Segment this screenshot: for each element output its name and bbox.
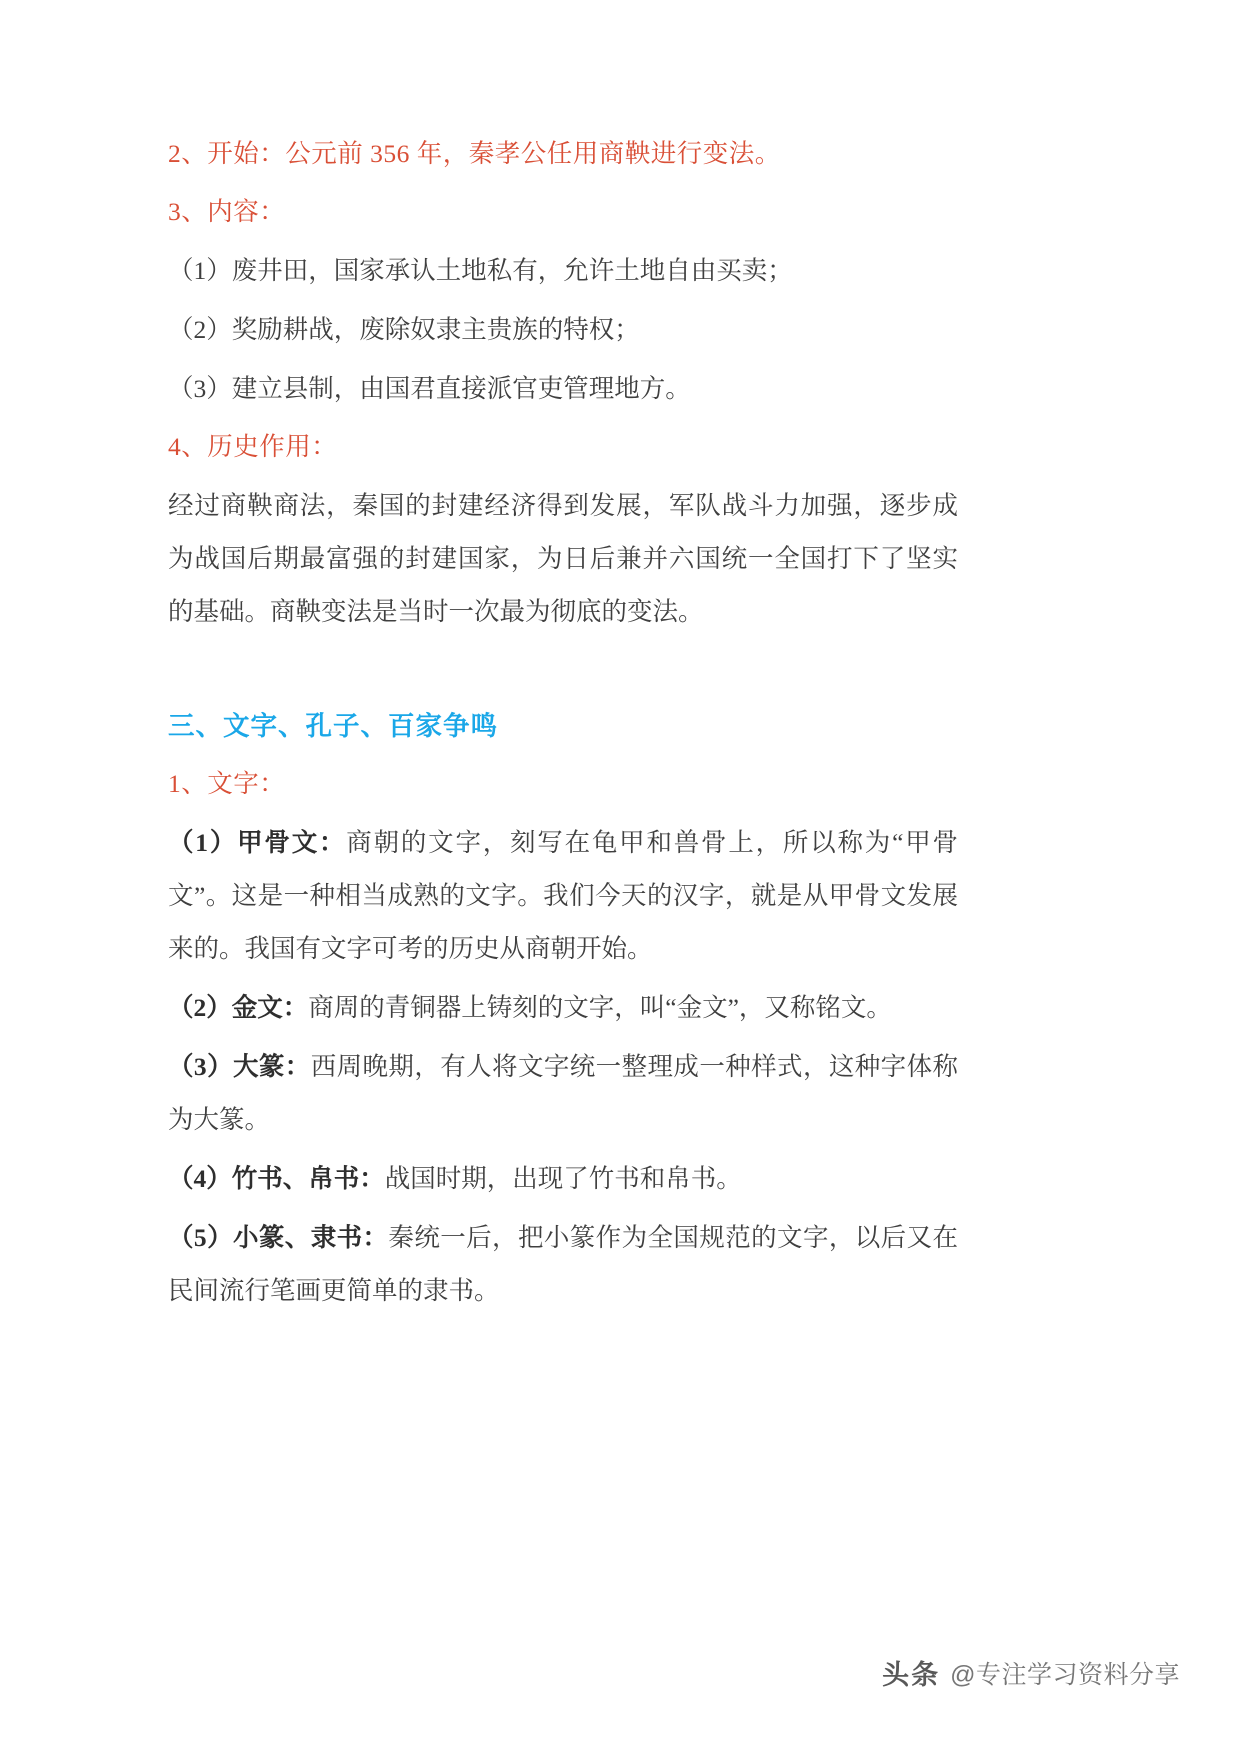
list-item-content-1: （1）废井田，国家承认土地私有，允许土地自由买卖； — [168, 256, 793, 285]
list-item-xiaozhuan-lishu — [168, 1211, 958, 1317]
watermark-account-name: @专注学习资料分享 — [950, 1660, 1180, 1689]
heading-section-three: 三、文字、孔子、百家争鸣 — [168, 711, 498, 741]
text-xiaozhuan-lishu: 秦统一后，把小篆作为全国规范的文字，以后又在民间流行笔画更简单的隶书。 — [168, 1223, 958, 1305]
text-jiaguwen: 商朝的文字，刻写在龟甲和兽骨上，所以称为“甲骨文”。这是一种相当成熟的文字。我们今天的汉字，就是从甲骨文发展来的。我国有文字可考的历史从商朝开始。 — [168, 828, 958, 963]
paragraph-start-date: 2、开始：公元前 356 年，秦孝公任用商鞅进行变法。 — [168, 139, 781, 168]
label-jinwen: （2）金文： — [168, 993, 309, 1022]
paragraph-historical-role-text: 经过商鞅商法，秦国的封建经济得到发展，军队战斗力加强，逐步成为战国后期最富强的封建国家，为日后兼并六国统一全国打下了坚实的基础。商鞅变法是当时一次最为彻底的变法。 — [168, 491, 958, 626]
list-item-content-3: （3）建立县制，由国君直接派官吏管理地方。 — [168, 374, 691, 403]
label-zhushu-boshu: （4）竹书、帛书： — [168, 1164, 385, 1193]
paragraph-historical-role-heading: 4、历史作用： — [168, 432, 338, 461]
toutiao-logo: 头条 — [882, 1660, 941, 1690]
section-spacer — [168, 644, 958, 700]
list-item-jiaguwen — [168, 816, 958, 975]
label-jiaguwen: （1）甲骨文： — [168, 828, 347, 857]
text-zhushu-boshu: 战国时期，出现了竹书和帛书。 — [384, 1164, 742, 1193]
label-dazhuan: （3）大篆： — [168, 1052, 311, 1081]
text-dazhuan: 西周晚期，有人将文字统一整理成一种样式，这种字体称为大篆。 — [168, 1052, 958, 1134]
paragraph-wenzi-heading: 1、文字： — [168, 769, 286, 798]
paragraph-content-heading: 3、内容： — [168, 197, 286, 226]
label-xiaozhuan-lishu: （5）小篆、隶书： — [168, 1223, 389, 1252]
document-body — [168, 128, 958, 1323]
watermark — [882, 1653, 1180, 1692]
text-jinwen: 商周的青铜器上铸刻的文字，叫“金文”，又称铭文。 — [308, 993, 892, 1022]
list-item-content-2: （2）奖励耕战，废除奴隶主贵族的特权； — [168, 315, 640, 344]
list-item-jinwen — [168, 981, 958, 1034]
list-item-zhushu-boshu — [168, 1152, 958, 1205]
list-item-dazhuan — [168, 1040, 958, 1146]
